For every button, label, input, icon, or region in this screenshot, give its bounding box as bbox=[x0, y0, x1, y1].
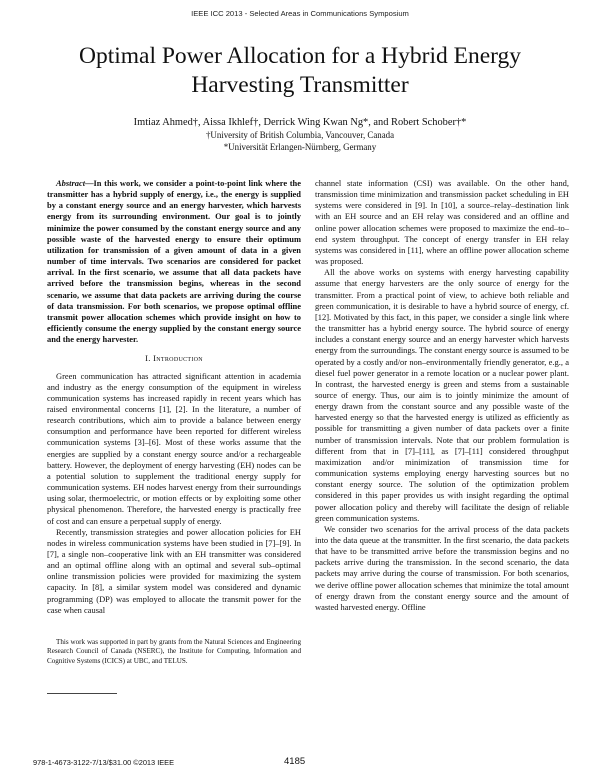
left-column bbox=[47, 178, 301, 666]
section-heading-introduction: I. Introduction bbox=[145, 353, 203, 364]
running-head: IEEE ICC 2013 - Selected Areas in Communications Symposium bbox=[191, 9, 409, 18]
footnote-rule bbox=[47, 693, 117, 694]
abstract bbox=[47, 178, 301, 345]
right-paragraph-3: We consider two scenarios for the arrival process of the data packets into the data queue at the transmitter. In the first scenario, the data packets that have to be transmitted arrive before the transmission begins and no packets arrive during the transmission. In the second scenario, the data packets may arrive during the course of transmission. For both scenarios, we derive offline power allocation schemes that minimize the total amount of energy drawn from the constant energy source and the amount of wasted harvested energy. Offline bbox=[315, 523, 569, 612]
paper-title: Optimal Power Allocation for a Hybrid Energy Harvesting Transmitter bbox=[78, 43, 522, 98]
abstract-label: Abstract bbox=[56, 178, 86, 188]
right-column bbox=[315, 178, 569, 613]
intro-paragraph-2: Recently, transmission strategies and power allocation policies for EH nodes in wireless communication systems have been studied in [7]–[9]. In [7], a single non–cooperative link with an EH transmitter was considered and an optimal offline along with an optimal and several sub–optimal online transmission policies were provided for maximizing the system capacity. In [8], a similar system model was considered and dynamic programming (DP) was employed to allocate the transmit power for the case when causal bbox=[47, 526, 301, 615]
intro-paragraph-1: Green communication has attracted significant attention in academia and industry as the energy consumption of the equipment in wireless communication systems has increased rapidly in recent years which has raised environmental concerns [1], [2]. In the literature, a number of research contributions, which aim to provide a balance between energy consumption and performance have been reported for different wireless communication systems [3]–[6]. Most of these works assume that the energies are supplied by a constant energy source and/or a rechargeable battery. However, the deployment of energy harvesting (EH) nodes can be a potential solution to supplement the traditional energy supply for communication systems. EH nodes harvest energy from their surroundings using solar, thermoelectric, or motion effects or by exploiting some other physical phenomenon. Therefore, the harvested energy is practically free of cost and can ensure a perpetual supply of energy. bbox=[47, 370, 301, 526]
abstract-text: —In this work, we consider a point-to-point link where the transmitter has a hybrid supply of energy, i.e., the energy is supplied by a constant energy source and an energy harvester, which harvests energy from its surrounding environment. Our goal is to jointly minimize the power consumed by the constant energy source and any possible waste of the harvested energy to ensure their optimum utilization for transmission of a given amount of data in a given number of time intervals. Two scenarios are considered for packet arrival. In the first scenario, we assume that all data packets have arrived before the transmission begins, whereas in the second scenario, we assume that data packets are arriving during the course of data transmission. For both scenarios, we propose optimal offline transmit power allocation schemes which provide insight on how to efficiently consume the energy supplied by the constant energy source and the energy harvester. bbox=[47, 178, 301, 345]
affiliation-erlangen: *Universität Erlangen-Nürnberg, Germany bbox=[223, 142, 377, 152]
right-paragraph-1: channel state information (CSI) was available. On the other hand, transmission time minimization and transmission packet scheduling in EH systems were considered in [9]. In [10], a source–relay–destination link with an EH source and an EH relay was considered and an offline and online power allocation schemes were proposed to maximize the end–to–end system throughput. The concept of energy transfer in EH relay systems was considered in [11], where an offline power allocation scheme was proposed. bbox=[315, 178, 569, 267]
copyright-line: 978-1-4673-3122-7/13/$31.00 ©2013 IEEE bbox=[33, 758, 175, 767]
author-list: Imtiaz Ahmed†, Aissa Ikhlef†, Derrick Wing Kwan Ng*, and Robert Schober†* bbox=[133, 117, 467, 128]
funding-footnote: This work was supported in part by grants from the Natural Sciences and Engineering Research Council of Canada (NSERC), the Institute for Computing, Information and Cognitive Systems (ICICS) at UBC, and TELUS. bbox=[47, 637, 301, 665]
affiliation-ubc: †University of British Columbia, Vancouver, Canada bbox=[205, 130, 395, 140]
page-number: 4185 bbox=[284, 756, 306, 767]
right-paragraph-2: All the above works on systems with energy harvesting capability assume that energy harvesters are the only source of energy for the transmitter. From a practical point of view, to achieve both reliable and green communication, it is desirable to have a hybrid source of energy, cf. [12]. Motivated by this fact, in this paper, we consider a single link where the transmitter has a hybrid energy source. The hybrid source of energy includes a constant energy source and an energy harvester which harvests energy from the surroundings. The constant energy source is assumed to be operated by a costly and/or non–environmentally friendly generator, e.g., a diesel fuel power generator in a remote location or a nuclear power plant. In contrast, the harvested energy is green and stems from a sustainable source of energy. Thus, our aim is to jointly minimize the amount of energy drawn from the constant source and any possible waste of the harvested energy so that the harvested energy is utilized as efficiently as possible for transmitting a given number of data packets over a finite number of transmission intervals. Note that our problem formulation is different from that in [7]–[11], as [7]–[11] considered throughput maximization and/or minimization of transmission time for communication systems employing energy harvesting sources but no constant energy source. The solution of the optimization problem considered in this paper provides us with insight regarding the optimal power allocation policy and thereby will facilitate the design of reliable green communication systems. bbox=[315, 267, 570, 523]
